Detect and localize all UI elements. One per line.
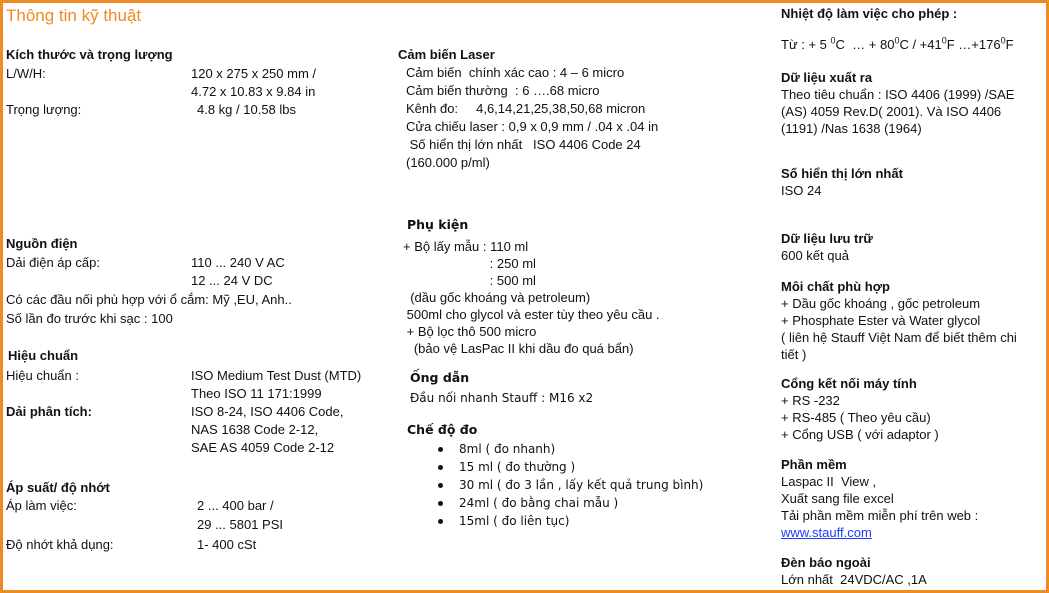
page-title: Thông tin kỹ thuật [6,6,142,25]
analysis-value-1: ISO 8-24, ISO 4406 Code, [191,404,344,419]
pc-connection-line: + RS -232 [781,393,840,408]
export-line: Theo tiêu chuẩn : ISO 4406 (1999) /SAE [781,87,1015,102]
lwh-value-1: 120 x 275 x 250 mm / [191,66,317,81]
media-line: + Dầu gốc khoáng , gốc petroleum [781,296,981,311]
power-range-label: Dải điện áp cấp: [6,255,100,270]
viscosity-value: 1- 400 cSt [197,537,257,552]
power-charges: Số lần đo trước khi sạc : 100 [6,311,173,326]
laser-line: Số hiển thị lớn nhất ISO 4406 Code 24 [406,137,641,152]
power-range-value-2: 12 ... 24 V DC [191,273,273,288]
temp-text: Từ : + 5 [781,37,831,52]
temperature-heading: Nhiệt độ làm việc cho phép : [781,6,958,21]
max-display-value: ISO 24 [781,183,822,198]
max-display-section [781,165,903,199]
accessories-list [403,238,660,357]
temperature-section [781,5,1014,53]
power-plugs: Có các đầu nối phù hợp với ổ cắm: Mỹ ,EU, Anh.. [6,292,292,307]
calibration-label: Hiệu chuẩn : [6,368,79,383]
temp-text: F …+176 [946,37,1001,52]
tube-heading: Ống dẫn [410,370,470,385]
viscosity-label: Độ nhớt khả dụng: [6,537,114,552]
mode-item: 15 ml ( đo thường ) [407,458,703,476]
pc-connection-heading: Cổng kết nối máy tính [781,376,917,391]
storage-section [781,230,873,264]
calibration-value-1: ISO Medium Test Dust (MTD) [191,368,362,383]
pressure-heading: Áp suất/ độ nhớt [6,480,110,495]
export-section [781,69,1014,137]
accessories-heading: Phụ kiện [407,217,469,232]
mode-item: 24ml ( đo bằng chai mẫu ) [407,494,703,512]
laser-line: Cửa chiếu laser : 0,9 x 0,9 mm / .04 x .04 in [406,119,659,134]
modes-section [407,421,703,530]
storage-heading: Dữ liệu lưu trữ [781,231,873,246]
mode-item: 30 ml ( đo 3 lần , lấy kết quả trung bình) [407,476,703,494]
laser-heading: Cảm biến Laser [398,47,495,62]
weight-label: Trọng lượng: [6,102,82,117]
tube-section [410,369,593,407]
media-heading: Môi chất phù hợp [781,279,890,294]
accessories-section [407,216,468,234]
analysis-label: Dải phân tích: [6,404,92,419]
degree-sup: 0 [894,35,900,46]
temp-text: C … + 80 [835,37,895,52]
media-section [781,278,1017,363]
pc-connection-section [781,375,939,443]
software-section [781,456,978,541]
software-line: Tải phần mềm miễn phí trên web : [781,508,979,523]
accessory-line: + Bộ lọc thô 500 micro [403,324,537,339]
analysis-value-2: NAS 1638 Code 2-12, [191,422,319,437]
export-line: (1191) /Nas 1638 (1964) [781,121,922,136]
media-line: ( liên hệ Stauff Việt Nam để biết thêm chi [781,330,1017,345]
calibration-value-2: Theo ISO 11 171:1999 [191,386,322,401]
temp-text: F [1005,37,1014,52]
accessory-line: (dầu gốc khoáng và petroleum) [403,290,591,305]
modes-heading: Chế độ đo [407,422,478,437]
accessory-line: 500ml cho glycol và ester tùy theo yêu cầu . [403,307,660,322]
media-line: tiết ) [781,347,807,362]
calibration-heading: Hiệu chuẩn [8,348,79,363]
media-line: + Phosphate Ester và Water glycol [781,313,981,328]
laser-line: Cảm biến chính xác cao : 4 – 6 micro [406,65,625,80]
export-line: (AS) 4059 Rev.D( 2001). Và ISO 4406 [781,104,1002,119]
temp-text: C / +41 [899,37,942,52]
degree-sup: 0 [941,35,947,46]
weight-value: 4.8 kg / 10.58 lbs [197,102,297,117]
laser-section [398,46,658,172]
power-heading: Nguồn điện [6,236,78,251]
accessory-line: + Bộ lấy mẫu : 110 ml [403,239,529,254]
size-heading: Kích thước và trọng lượng [6,47,173,62]
temperature-range [781,36,1014,53]
export-heading: Dữ liệu xuất ra [781,70,873,85]
software-line: Xuất sang file excel [781,491,894,506]
degree-sup: 0 [830,35,836,46]
lwh-value-2: 4.72 x 10.83 x 9.84 in [191,84,316,99]
max-display-heading: Số hiển thị lớn nhất [781,166,903,181]
tube-line: Đầu nối nhanh Stauff : M16 x2 [410,391,594,405]
laser-line: Cảm biến thường : 6 ….68 micro [406,83,600,98]
mode-item: 8ml ( đo nhanh) [407,440,703,458]
pressure-value-2: 29 ... 5801 PSI [197,517,284,532]
mode-item: 15ml ( đo liên tục) [407,512,703,530]
storage-value: 600 kết quả [781,248,849,263]
accessory-line: : 500 ml [403,273,536,288]
power-range-value-1: 110 ... 240 V AC [191,255,285,270]
pressure-label: Áp làm việc: [6,498,77,513]
software-heading: Phần mềm [781,457,847,472]
laser-line: (160.000 p/ml) [406,155,490,170]
stauff-website-link[interactable]: www.stauff.com [781,525,872,540]
modes-list [407,440,703,530]
pc-connection-line: + RS-485 ( Theo yêu cầu) [781,410,931,425]
pc-connection-line: + Cổng USB ( với adaptor ) [781,427,939,442]
laser-line: Kênh đo: 4,6,14,21,25,38,50,68 micron [406,101,646,116]
degree-sup: 0 [1000,35,1006,46]
accessory-line: (bảo vệ LasPac II khi dầu đo quá bẩn) [403,341,634,356]
lwh-label: L/W/H: [6,66,46,81]
lamp-section [781,554,927,588]
lamp-heading: Đèn báo ngoài [781,555,871,570]
software-line: Laspac II View , [781,474,877,489]
pressure-value-1: 2 ... 400 bar / [197,498,274,513]
analysis-value-3: SAE AS 4059 Code 2-12 [191,440,335,455]
accessory-line: : 250 ml [403,256,536,271]
lamp-value: Lớn nhất 24VDC/AC ,1A [781,572,927,587]
